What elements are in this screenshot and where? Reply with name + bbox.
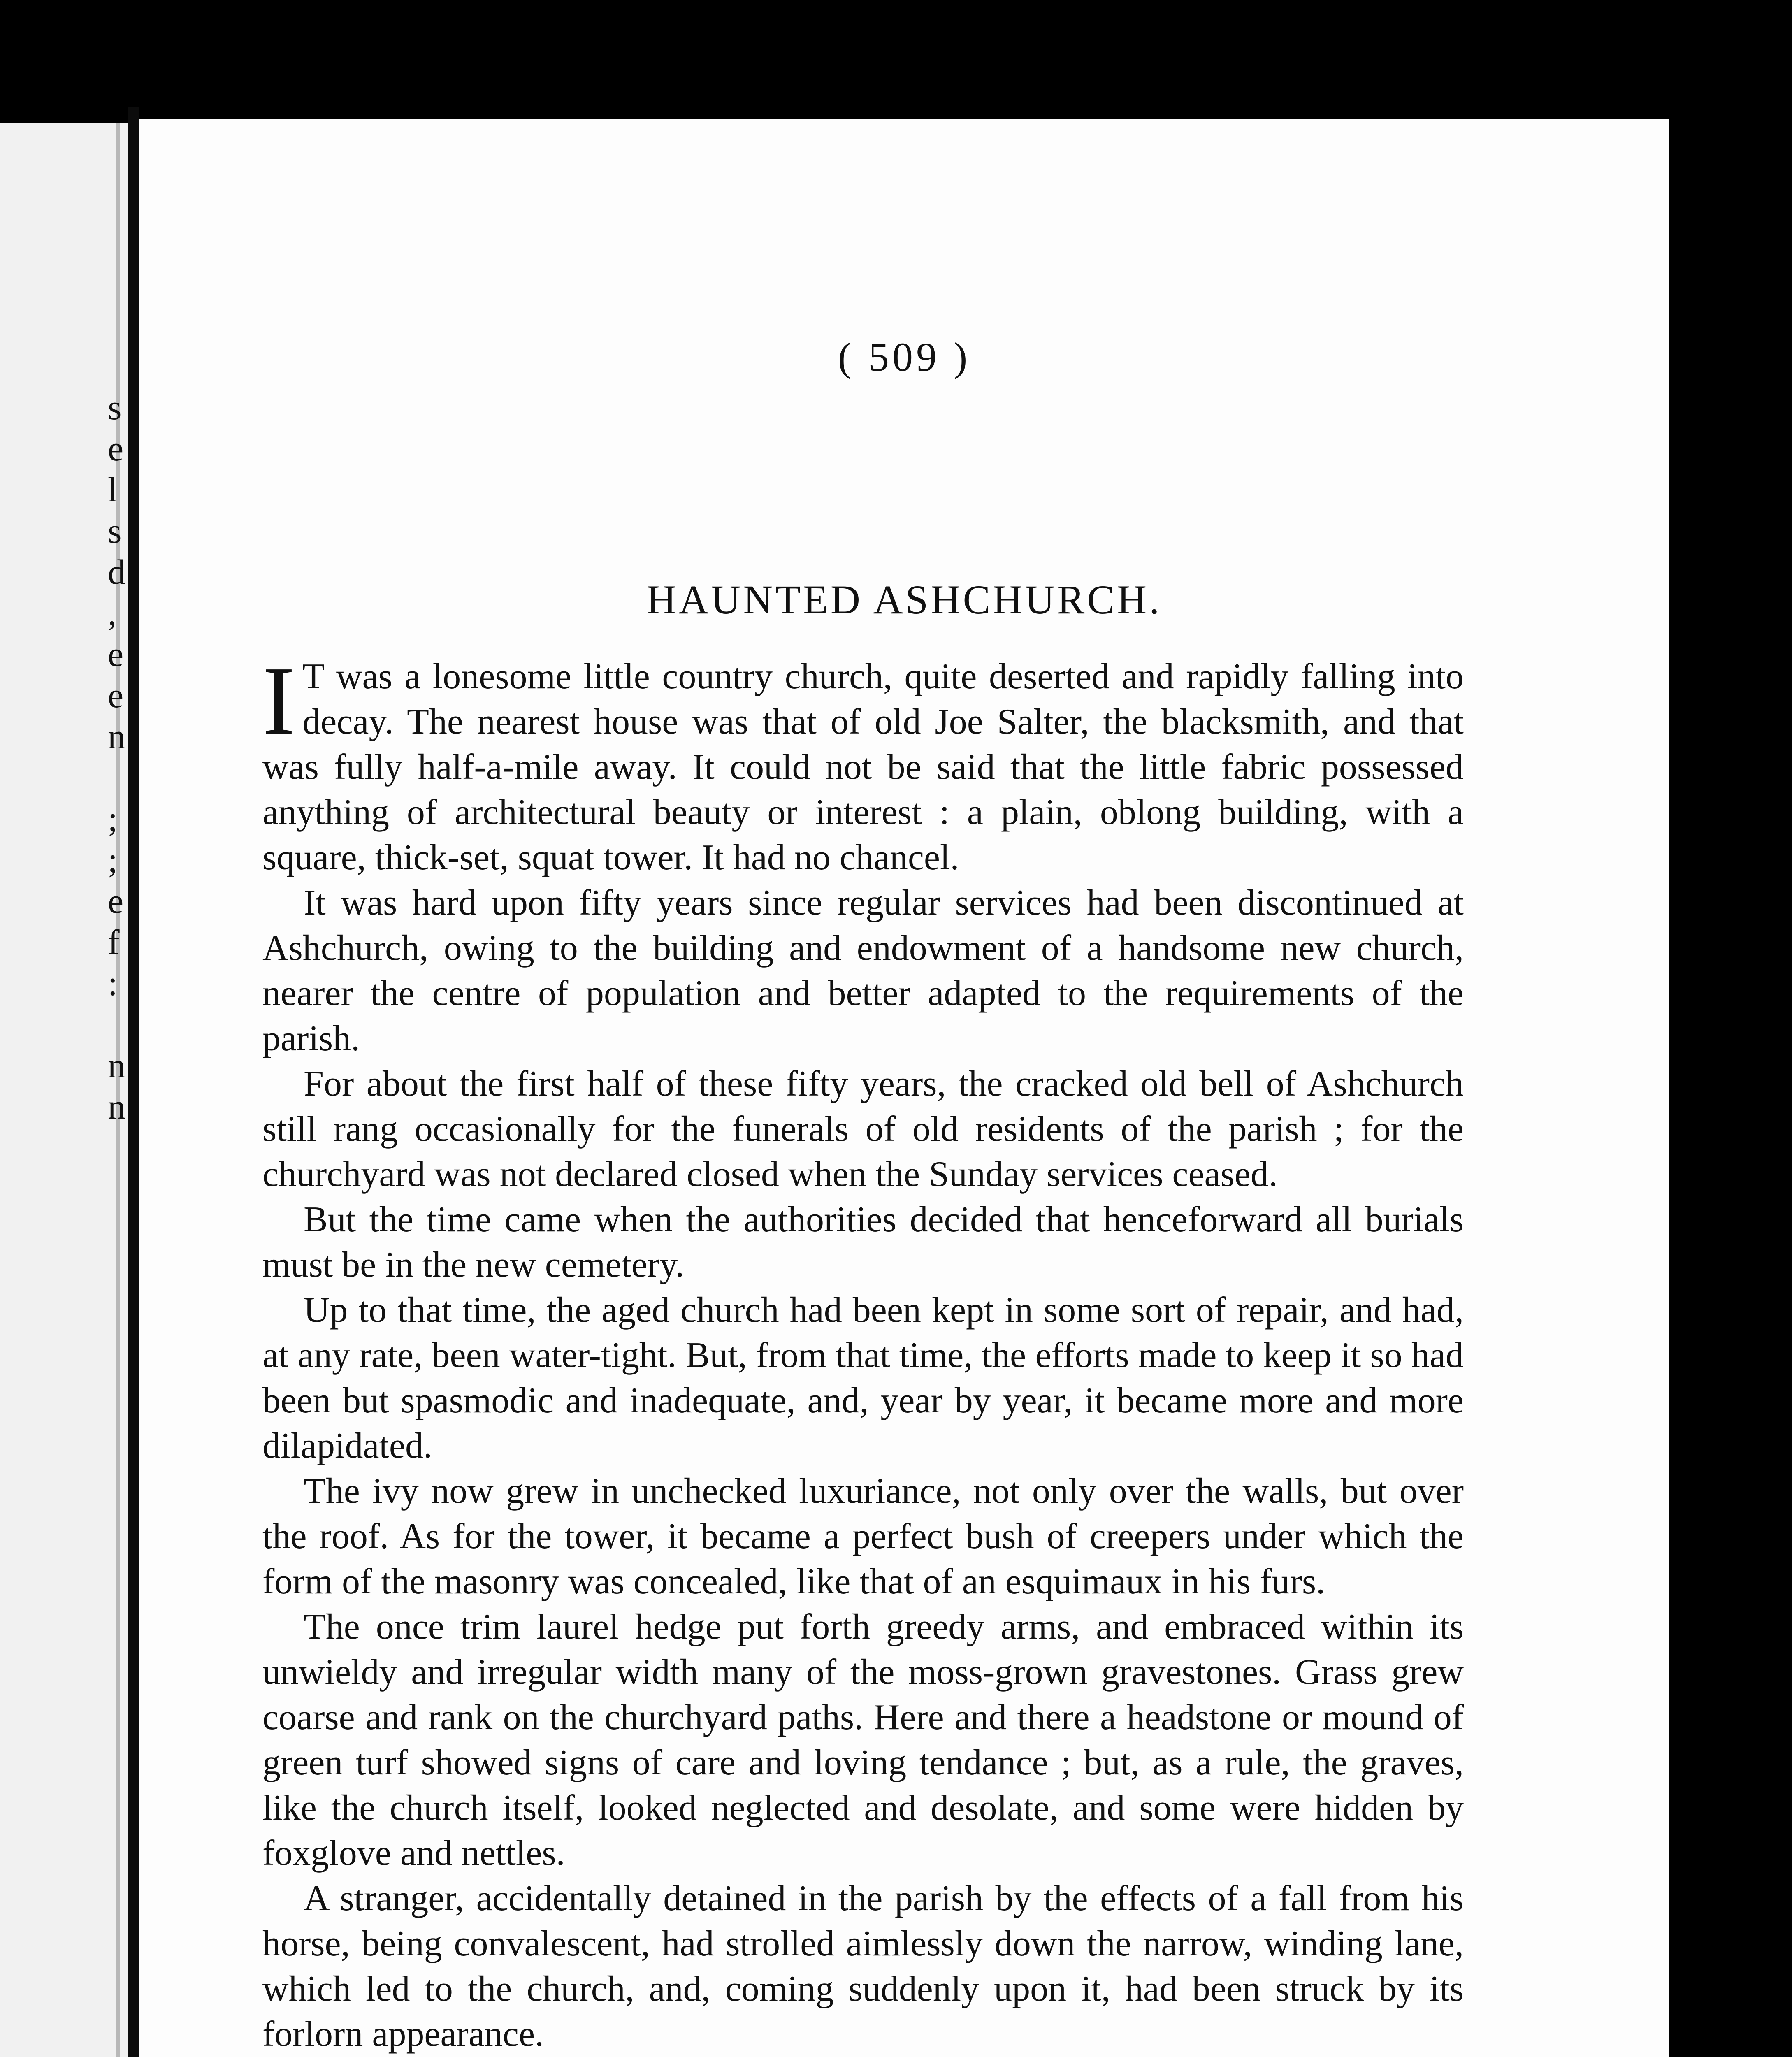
left-fragment: ; xyxy=(108,840,118,880)
left-page-text-fragments xyxy=(108,387,128,1127)
left-fragment: ; xyxy=(108,799,118,838)
left-fragment: s xyxy=(108,511,122,550)
paragraph-5: Up to that time, the aged church had been kept in some sort of repair, and had, at any rate, been water-tight. But, from that time, the efforts made to keep it so had been but spasmodic and inadequate, and, year by year, it became more and more dilapidated. xyxy=(262,1290,1464,1466)
left-fragment xyxy=(108,757,128,798)
left-fragment: , xyxy=(108,593,117,633)
left-fragment: e xyxy=(108,429,124,468)
paragraph-6: The ivy now grew in unchecked luxuriance, not only over the walls, but over the roof. As for the tower, it became a perfect bush of creepers under which the form of the masonry was concealed, like that of an esquimaux in his furs. xyxy=(262,1471,1464,1602)
left-fragment: n xyxy=(108,1087,125,1126)
left-fragment: l xyxy=(108,470,118,509)
left-fragment: d xyxy=(108,552,125,592)
left-fragment: s xyxy=(108,388,122,427)
left-page-edge xyxy=(0,123,128,2057)
drop-cap: I xyxy=(262,647,295,755)
page-number: ( 509 ) xyxy=(838,334,971,380)
paragraph-3: For about the first half of these fifty years, the cracked old bell of Ashchurch still rang occasionally for the funerals of old residents of the parish ; for the churchyard was not declared closed when the Sunday services ceased. xyxy=(262,1064,1464,1194)
left-fragment: f xyxy=(108,922,120,962)
paragraph-1 xyxy=(262,647,1464,880)
paragraph-8: A stranger, accidentally detained in the parish by the effects of a fall from his horse, being convalescent, had strolled aimlessly down the narrow, winding lane, which led to the church, and, coming suddenly upon it, had been struck by its forlorn appearance. xyxy=(262,1878,1464,2054)
chapter-title: HAUNTED ASHCHURCH. xyxy=(646,577,1162,622)
paragraph-4: But the time came when the authorities decided that henceforward all burials must be in the new cemetery. xyxy=(262,1200,1464,1285)
paragraph-7: The once trim laurel hedge put forth greedy arms, and embraced within its unwieldy and irregular width many of the moss-grown gravestones. Grass grew coarse and rank on the churchyard paths. Here and there a headstone or mound of green turf showed signs of care and loving tendance ; but, as a rule, the graves, like the church itself, looked neglected and desolate, and some were hidden by foxglove and nettles. xyxy=(262,1607,1464,1873)
left-fragment: e xyxy=(108,634,124,674)
left-fragment: : xyxy=(108,963,118,1003)
left-fragment: e xyxy=(108,676,124,715)
paragraph-2: It was hard upon fifty years since regular services had been discontinued at Ashchurch, owing to the building and endowment of a handsome new church, nearer the centre of population and better adapted to the requirements of the parish. xyxy=(262,883,1464,1059)
right-page xyxy=(139,119,1669,2057)
left-fragment: n xyxy=(108,717,125,756)
body-text xyxy=(262,647,1464,2057)
left-fragment: n xyxy=(108,1046,125,1085)
left-fragment: e xyxy=(108,881,124,921)
paragraph-1-text: T was a lonesome little country church, quite deserted and rapidly falling into decay. The nearest house was that of old Joe Salter, the blacksmith, and that was fully half-a-mile away. It could not be said that the little fabric possessed anything of architectural beauty or interest : a plain, oblong building, with a square, thick-set, squat tower. It had no chancel. xyxy=(262,657,1464,878)
left-fragment xyxy=(108,1004,128,1045)
book-gutter xyxy=(128,107,139,2057)
